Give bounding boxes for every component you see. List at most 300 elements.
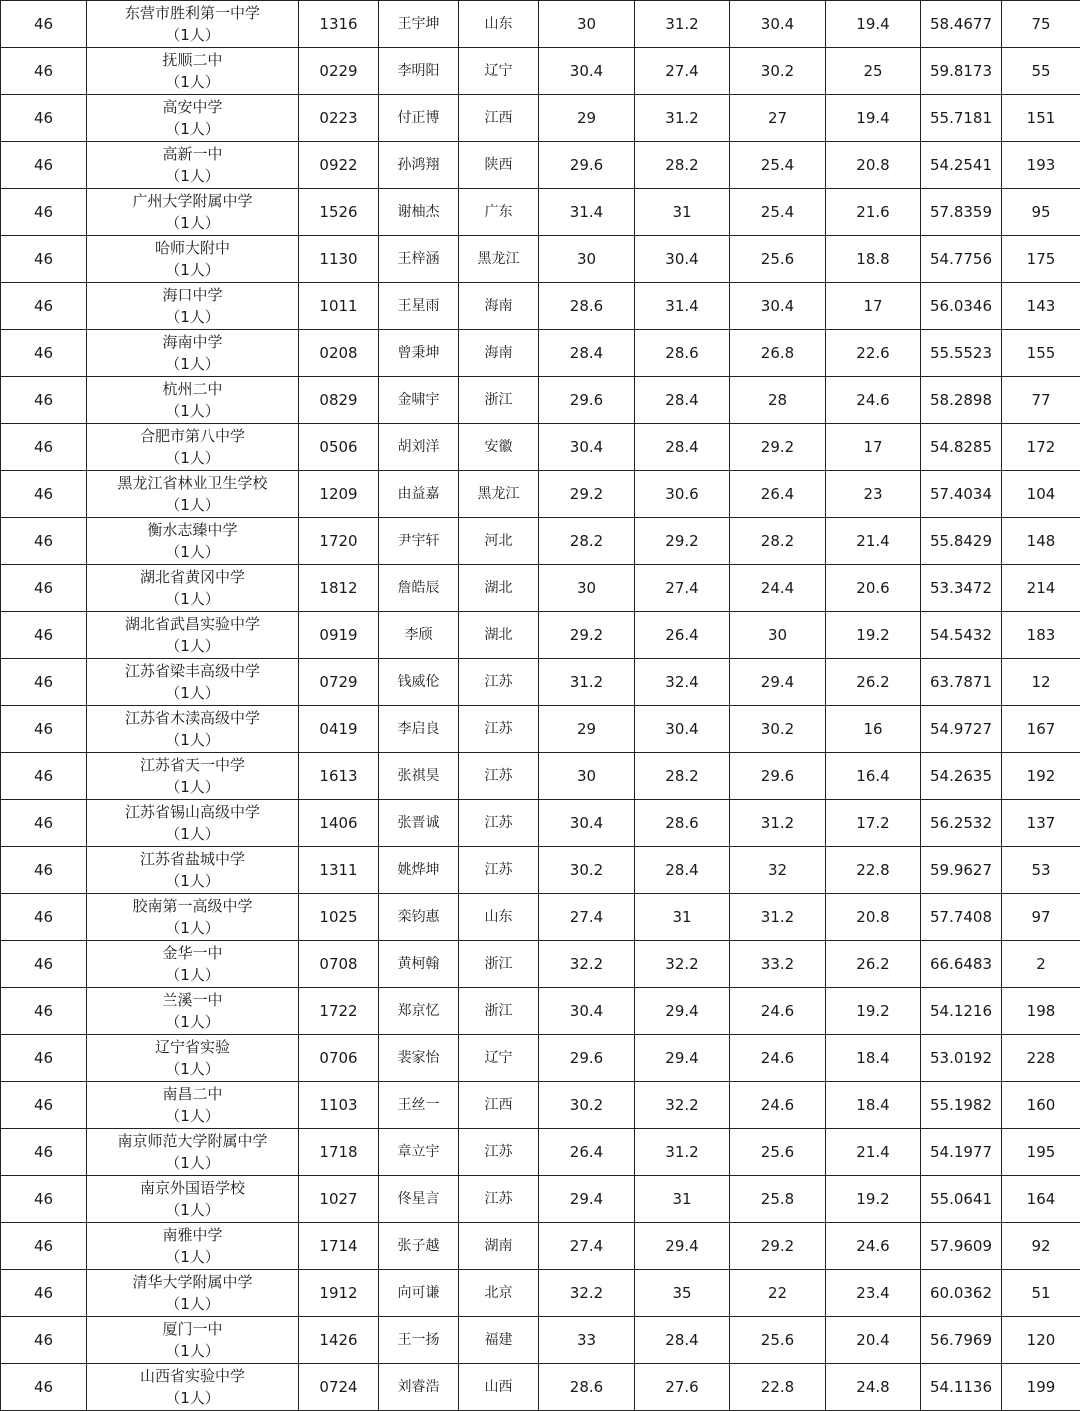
name-cell: 曾秉坤 xyxy=(379,330,459,377)
province-cell: 辽宁 xyxy=(459,1035,539,1082)
name-cell: 郑京忆 xyxy=(379,988,459,1035)
id-cell: 1311 xyxy=(299,847,379,894)
total-score-cell: 60.0362 xyxy=(921,1270,1002,1317)
rank-cell: 46 xyxy=(1,1270,87,1317)
score-4-cell: 23.4 xyxy=(826,1270,921,1317)
total-score-cell: 57.9609 xyxy=(921,1223,1002,1270)
table-row xyxy=(1,612,1080,659)
score-3-cell: 26.4 xyxy=(730,471,826,518)
total-score-cell: 58.2898 xyxy=(921,377,1002,424)
score-1-cell: 29 xyxy=(539,706,635,753)
position-cell: 120 xyxy=(1002,1317,1080,1364)
table-row xyxy=(1,1364,1080,1411)
province-cell: 江苏 xyxy=(459,753,539,800)
school-name: 江苏省锡山高级中学 xyxy=(87,801,298,823)
id-cell: 0419 xyxy=(299,706,379,753)
id-cell: 1130 xyxy=(299,236,379,283)
score-1-cell: 31.4 xyxy=(539,189,635,236)
rank-cell: 46 xyxy=(1,471,87,518)
score-1-cell: 30.2 xyxy=(539,1082,635,1129)
province-cell: 福建 xyxy=(459,1317,539,1364)
score-2-cell: 27.6 xyxy=(635,1364,730,1411)
rank-cell: 46 xyxy=(1,1129,87,1176)
name-cell: 王星雨 xyxy=(379,283,459,330)
score-2-cell: 28.4 xyxy=(635,377,730,424)
province-cell: 江西 xyxy=(459,95,539,142)
name-cell: 黄柯翰 xyxy=(379,941,459,988)
score-4-cell: 17 xyxy=(826,424,921,471)
score-2-cell: 27.4 xyxy=(635,565,730,612)
school-count: （1人） xyxy=(87,776,298,798)
score-4-cell: 19.4 xyxy=(826,1,921,48)
score-3-cell: 27 xyxy=(730,95,826,142)
table-row xyxy=(1,142,1080,189)
score-1-cell: 30.4 xyxy=(539,988,635,1035)
school-cell xyxy=(87,612,299,659)
school-name: 南昌二中 xyxy=(87,1083,298,1105)
position-cell: 12 xyxy=(1002,659,1080,706)
school-count: （1人） xyxy=(87,729,298,751)
id-cell: 1426 xyxy=(299,1317,379,1364)
total-score-cell: 54.2635 xyxy=(921,753,1002,800)
score-3-cell: 24.6 xyxy=(730,1082,826,1129)
table-row xyxy=(1,189,1080,236)
table-row xyxy=(1,1035,1080,1082)
name-cell: 尹宇轩 xyxy=(379,518,459,565)
score-1-cell: 28.6 xyxy=(539,283,635,330)
school-count: （1人） xyxy=(87,1246,298,1268)
school-count: （1人） xyxy=(87,1011,298,1033)
score-2-cell: 31 xyxy=(635,189,730,236)
province-cell: 海南 xyxy=(459,330,539,377)
table-row xyxy=(1,894,1080,941)
rank-cell: 46 xyxy=(1,377,87,424)
score-3-cell: 25.8 xyxy=(730,1176,826,1223)
school-count: （1人） xyxy=(87,1293,298,1315)
school-name: 南雅中学 xyxy=(87,1224,298,1246)
name-cell: 詹皓辰 xyxy=(379,565,459,612)
total-score-cell: 56.0346 xyxy=(921,283,1002,330)
total-score-cell: 53.0192 xyxy=(921,1035,1002,1082)
score-3-cell: 28.2 xyxy=(730,518,826,565)
total-score-cell: 54.1977 xyxy=(921,1129,1002,1176)
province-cell: 黑龙江 xyxy=(459,236,539,283)
score-1-cell: 33 xyxy=(539,1317,635,1364)
table-row xyxy=(1,424,1080,471)
score-3-cell: 30.4 xyxy=(730,1,826,48)
school-cell xyxy=(87,48,299,95)
score-4-cell: 26.2 xyxy=(826,659,921,706)
score-2-cell: 31.2 xyxy=(635,95,730,142)
school-cell xyxy=(87,706,299,753)
school-count: （1人） xyxy=(87,1387,298,1409)
total-score-cell: 59.8173 xyxy=(921,48,1002,95)
score-4-cell: 21.6 xyxy=(826,189,921,236)
province-cell: 山东 xyxy=(459,894,539,941)
province-cell: 江苏 xyxy=(459,847,539,894)
total-score-cell: 57.4034 xyxy=(921,471,1002,518)
school-cell xyxy=(87,518,299,565)
position-cell: 97 xyxy=(1002,894,1080,941)
province-cell: 辽宁 xyxy=(459,48,539,95)
rank-cell: 46 xyxy=(1,565,87,612)
id-cell: 1103 xyxy=(299,1082,379,1129)
name-cell: 李明阳 xyxy=(379,48,459,95)
id-cell: 1722 xyxy=(299,988,379,1035)
total-score-cell: 57.8359 xyxy=(921,189,1002,236)
school-name: 江苏省木渎高级中学 xyxy=(87,707,298,729)
score-3-cell: 28 xyxy=(730,377,826,424)
score-3-cell: 32 xyxy=(730,847,826,894)
score-4-cell: 20.6 xyxy=(826,565,921,612)
name-cell: 张祺昊 xyxy=(379,753,459,800)
id-cell: 0708 xyxy=(299,941,379,988)
school-cell xyxy=(87,1270,299,1317)
total-score-cell: 54.1136 xyxy=(921,1364,1002,1411)
id-cell: 1406 xyxy=(299,800,379,847)
score-3-cell: 25.4 xyxy=(730,189,826,236)
school-count: （1人） xyxy=(87,635,298,657)
position-cell: 92 xyxy=(1002,1223,1080,1270)
table-row xyxy=(1,1176,1080,1223)
score-4-cell: 17.2 xyxy=(826,800,921,847)
province-cell: 黑龙江 xyxy=(459,471,539,518)
position-cell: 75 xyxy=(1002,1,1080,48)
score-1-cell: 30.2 xyxy=(539,847,635,894)
score-1-cell: 32.2 xyxy=(539,1270,635,1317)
score-1-cell: 27.4 xyxy=(539,1223,635,1270)
province-cell: 安徽 xyxy=(459,424,539,471)
score-2-cell: 31 xyxy=(635,894,730,941)
position-cell: 104 xyxy=(1002,471,1080,518)
score-3-cell: 29.2 xyxy=(730,424,826,471)
rank-cell: 46 xyxy=(1,142,87,189)
name-cell: 谢柚杰 xyxy=(379,189,459,236)
rank-cell: 46 xyxy=(1,330,87,377)
school-name: 海口中学 xyxy=(87,284,298,306)
school-cell xyxy=(87,1082,299,1129)
province-cell: 广东 xyxy=(459,189,539,236)
table-row xyxy=(1,377,1080,424)
school-cell xyxy=(87,471,299,518)
score-4-cell: 19.2 xyxy=(826,988,921,1035)
id-cell: 0729 xyxy=(299,659,379,706)
id-cell: 0829 xyxy=(299,377,379,424)
score-1-cell: 31.2 xyxy=(539,659,635,706)
province-cell: 海南 xyxy=(459,283,539,330)
id-cell: 1025 xyxy=(299,894,379,941)
score-3-cell: 22 xyxy=(730,1270,826,1317)
total-score-cell: 56.2532 xyxy=(921,800,1002,847)
province-cell: 湖北 xyxy=(459,565,539,612)
school-cell xyxy=(87,1176,299,1223)
score-1-cell: 29.4 xyxy=(539,1176,635,1223)
score-2-cell: 32.2 xyxy=(635,1082,730,1129)
score-1-cell: 30.4 xyxy=(539,424,635,471)
school-cell xyxy=(87,236,299,283)
rank-cell: 46 xyxy=(1,283,87,330)
school-cell xyxy=(87,189,299,236)
school-name: 湖北省黄冈中学 xyxy=(87,566,298,588)
name-cell: 栾钧惠 xyxy=(379,894,459,941)
school-name: 江苏省梁丰高级中学 xyxy=(87,660,298,682)
score-2-cell: 28.4 xyxy=(635,1317,730,1364)
school-cell xyxy=(87,1,299,48)
score-1-cell: 30 xyxy=(539,565,635,612)
score-4-cell: 24.6 xyxy=(826,377,921,424)
score-2-cell: 28.2 xyxy=(635,753,730,800)
school-cell xyxy=(87,283,299,330)
table-row xyxy=(1,565,1080,612)
school-count: （1人） xyxy=(87,400,298,422)
score-2-cell: 35 xyxy=(635,1270,730,1317)
school-name: 厦门一中 xyxy=(87,1318,298,1340)
score-1-cell: 27.4 xyxy=(539,894,635,941)
school-count: （1人） xyxy=(87,118,298,140)
province-cell: 湖南 xyxy=(459,1223,539,1270)
table-row xyxy=(1,95,1080,142)
name-cell: 孙鸿翔 xyxy=(379,142,459,189)
school-name: 山西省实验中学 xyxy=(87,1365,298,1387)
school-count: （1人） xyxy=(87,541,298,563)
total-score-cell: 55.0641 xyxy=(921,1176,1002,1223)
id-cell: 0706 xyxy=(299,1035,379,1082)
table-row xyxy=(1,1129,1080,1176)
score-2-cell: 26.4 xyxy=(635,612,730,659)
table-row xyxy=(1,988,1080,1035)
score-2-cell: 28.2 xyxy=(635,142,730,189)
school-count: （1人） xyxy=(87,259,298,281)
province-cell: 山西 xyxy=(459,1364,539,1411)
name-cell: 付正博 xyxy=(379,95,459,142)
id-cell: 1209 xyxy=(299,471,379,518)
score-4-cell: 22.8 xyxy=(826,847,921,894)
rank-cell: 46 xyxy=(1,612,87,659)
school-name: 高新一中 xyxy=(87,143,298,165)
score-3-cell: 30.4 xyxy=(730,283,826,330)
school-cell xyxy=(87,894,299,941)
score-2-cell: 32.4 xyxy=(635,659,730,706)
score-4-cell: 17 xyxy=(826,283,921,330)
school-cell xyxy=(87,330,299,377)
id-cell: 1812 xyxy=(299,565,379,612)
id-cell: 1027 xyxy=(299,1176,379,1223)
school-count: （1人） xyxy=(87,165,298,187)
province-cell: 江苏 xyxy=(459,706,539,753)
score-4-cell: 21.4 xyxy=(826,1129,921,1176)
school-name: 金华一中 xyxy=(87,942,298,964)
table-row xyxy=(1,941,1080,988)
rank-cell: 46 xyxy=(1,1364,87,1411)
school-count: （1人） xyxy=(87,1058,298,1080)
score-1-cell: 30 xyxy=(539,753,635,800)
rank-cell: 46 xyxy=(1,95,87,142)
table-row xyxy=(1,847,1080,894)
id-cell: 1613 xyxy=(299,753,379,800)
school-count: （1人） xyxy=(87,917,298,939)
rank-cell: 46 xyxy=(1,48,87,95)
score-1-cell: 29.2 xyxy=(539,471,635,518)
position-cell: 193 xyxy=(1002,142,1080,189)
rank-cell: 46 xyxy=(1,847,87,894)
school-name: 辽宁省实验 xyxy=(87,1036,298,1058)
id-cell: 1912 xyxy=(299,1270,379,1317)
table-row xyxy=(1,1223,1080,1270)
rank-cell: 46 xyxy=(1,800,87,847)
id-cell: 0229 xyxy=(299,48,379,95)
total-score-cell: 58.4677 xyxy=(921,1,1002,48)
position-cell: 51 xyxy=(1002,1270,1080,1317)
position-cell: 214 xyxy=(1002,565,1080,612)
total-score-cell: 54.7756 xyxy=(921,236,1002,283)
table-row xyxy=(1,236,1080,283)
total-score-cell: 63.7871 xyxy=(921,659,1002,706)
rank-cell: 46 xyxy=(1,659,87,706)
score-4-cell: 19.2 xyxy=(826,1176,921,1223)
score-3-cell: 29.4 xyxy=(730,659,826,706)
province-cell: 浙江 xyxy=(459,988,539,1035)
id-cell: 1316 xyxy=(299,1,379,48)
id-cell: 0223 xyxy=(299,95,379,142)
position-cell: 164 xyxy=(1002,1176,1080,1223)
score-2-cell: 30.6 xyxy=(635,471,730,518)
score-4-cell: 18.4 xyxy=(826,1035,921,1082)
score-4-cell: 16 xyxy=(826,706,921,753)
score-4-cell: 24.6 xyxy=(826,1223,921,1270)
school-count: （1人） xyxy=(87,1105,298,1127)
position-cell: 199 xyxy=(1002,1364,1080,1411)
name-cell: 王宇坤 xyxy=(379,1,459,48)
score-3-cell: 26.8 xyxy=(730,330,826,377)
school-name: 湖北省武昌实验中学 xyxy=(87,613,298,635)
score-2-cell: 29.2 xyxy=(635,518,730,565)
score-4-cell: 19.4 xyxy=(826,95,921,142)
score-2-cell: 31 xyxy=(635,1176,730,1223)
school-cell xyxy=(87,1364,299,1411)
rank-cell: 46 xyxy=(1,988,87,1035)
total-score-cell: 53.3472 xyxy=(921,565,1002,612)
score-1-cell: 32.2 xyxy=(539,941,635,988)
rank-cell: 46 xyxy=(1,1317,87,1364)
rank-cell: 46 xyxy=(1,941,87,988)
school-cell xyxy=(87,377,299,424)
rank-cell: 46 xyxy=(1,1176,87,1223)
total-score-cell: 55.8429 xyxy=(921,518,1002,565)
name-cell: 由益嘉 xyxy=(379,471,459,518)
table-row xyxy=(1,753,1080,800)
province-cell: 北京 xyxy=(459,1270,539,1317)
score-3-cell: 24.4 xyxy=(730,565,826,612)
rank-cell: 46 xyxy=(1,424,87,471)
table-row xyxy=(1,518,1080,565)
school-name: 清华大学附属中学 xyxy=(87,1271,298,1293)
school-count: （1人） xyxy=(87,964,298,986)
score-2-cell: 28.4 xyxy=(635,424,730,471)
school-count: （1人） xyxy=(87,682,298,704)
score-4-cell: 20.8 xyxy=(826,142,921,189)
table-row xyxy=(1,659,1080,706)
province-cell: 湖北 xyxy=(459,612,539,659)
score-1-cell: 30 xyxy=(539,1,635,48)
position-cell: 53 xyxy=(1002,847,1080,894)
school-name: 江苏省天一中学 xyxy=(87,754,298,776)
score-2-cell: 29.4 xyxy=(635,988,730,1035)
school-name: 兰溪一中 xyxy=(87,989,298,1011)
score-3-cell: 31.2 xyxy=(730,894,826,941)
score-4-cell: 26.2 xyxy=(826,941,921,988)
score-1-cell: 29.6 xyxy=(539,377,635,424)
school-name: 杭州二中 xyxy=(87,378,298,400)
score-1-cell: 28.6 xyxy=(539,1364,635,1411)
score-3-cell: 24.6 xyxy=(730,1035,826,1082)
score-1-cell: 30.4 xyxy=(539,800,635,847)
score-2-cell: 31.2 xyxy=(635,1,730,48)
school-count: （1人） xyxy=(87,24,298,46)
score-3-cell: 31.2 xyxy=(730,800,826,847)
name-cell: 李颀 xyxy=(379,612,459,659)
rank-cell: 46 xyxy=(1,753,87,800)
score-2-cell: 31.2 xyxy=(635,1129,730,1176)
name-cell: 佟星言 xyxy=(379,1176,459,1223)
position-cell: 195 xyxy=(1002,1129,1080,1176)
school-cell xyxy=(87,1129,299,1176)
score-3-cell: 25.6 xyxy=(730,236,826,283)
score-4-cell: 18.4 xyxy=(826,1082,921,1129)
table-row xyxy=(1,1270,1080,1317)
school-name: 南京外国语学校 xyxy=(87,1177,298,1199)
school-cell xyxy=(87,1035,299,1082)
table-row xyxy=(1,800,1080,847)
name-cell: 刘睿浩 xyxy=(379,1364,459,1411)
school-count: （1人） xyxy=(87,447,298,469)
school-cell xyxy=(87,941,299,988)
score-1-cell: 29 xyxy=(539,95,635,142)
school-name: 抚顺二中 xyxy=(87,49,298,71)
score-2-cell: 29.4 xyxy=(635,1223,730,1270)
score-4-cell: 19.2 xyxy=(826,612,921,659)
school-count: （1人） xyxy=(87,823,298,845)
name-cell: 向可谦 xyxy=(379,1270,459,1317)
score-2-cell: 28.6 xyxy=(635,330,730,377)
score-3-cell: 33.2 xyxy=(730,941,826,988)
table-row xyxy=(1,1,1080,48)
position-cell: 167 xyxy=(1002,706,1080,753)
position-cell: 228 xyxy=(1002,1035,1080,1082)
position-cell: 183 xyxy=(1002,612,1080,659)
table-row xyxy=(1,48,1080,95)
table-row xyxy=(1,283,1080,330)
score-3-cell: 22.8 xyxy=(730,1364,826,1411)
score-3-cell: 25.4 xyxy=(730,142,826,189)
position-cell: 137 xyxy=(1002,800,1080,847)
rank-cell: 46 xyxy=(1,894,87,941)
score-4-cell: 16.4 xyxy=(826,753,921,800)
province-cell: 山东 xyxy=(459,1,539,48)
total-score-cell: 54.5432 xyxy=(921,612,1002,659)
name-cell: 李启良 xyxy=(379,706,459,753)
score-4-cell: 20.4 xyxy=(826,1317,921,1364)
province-cell: 江苏 xyxy=(459,800,539,847)
id-cell: 1714 xyxy=(299,1223,379,1270)
rank-cell: 46 xyxy=(1,706,87,753)
school-cell xyxy=(87,1223,299,1270)
total-score-cell: 57.7408 xyxy=(921,894,1002,941)
province-cell: 江苏 xyxy=(459,659,539,706)
province-cell: 江西 xyxy=(459,1082,539,1129)
position-cell: 175 xyxy=(1002,236,1080,283)
school-cell xyxy=(87,988,299,1035)
school-cell xyxy=(87,847,299,894)
